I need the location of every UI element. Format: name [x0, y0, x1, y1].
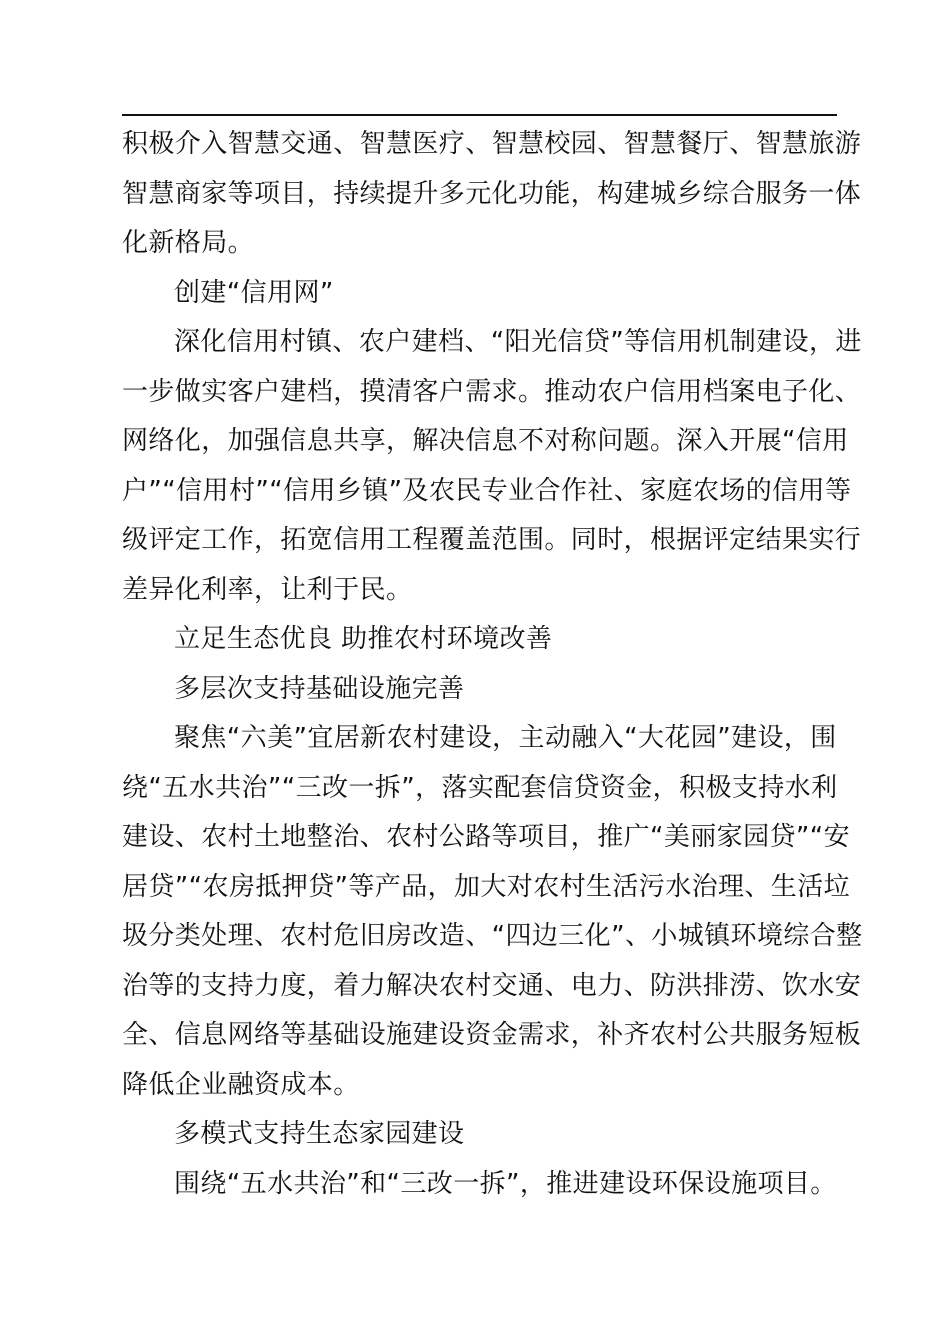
header-rule — [122, 114, 837, 116]
text-line: 化新格局。 — [122, 228, 255, 258]
text-line: 积极介入智慧交通、智慧医疗、智慧校园、智慧餐厅、智慧旅游 — [122, 129, 862, 159]
section-heading: 多层次支持基础设施完善 — [174, 673, 465, 704]
text-line: 级评定工作，拓宽信用工程覆盖范围。同时，根据评定结果实行 — [122, 525, 862, 555]
text-line: 绕“五水共治”“三改一拆”，落实配套信贷资金，积极支持水利 — [122, 772, 838, 803]
text-line: 一步做实客户建档，摸清客户需求。推动农户信用档案电子化、 — [122, 376, 862, 407]
text-line: 降低企业融资成本。 — [122, 1069, 360, 1100]
text-line: 差异化利率，让利于民。 — [122, 574, 413, 605]
text-line: 聚焦“六美”宜居新农村建设，主动融入“大花园”建设，围 — [174, 723, 837, 753]
text-line: 网络化，加强信息共享，解决信息不对称问题。深入开展“信用 — [122, 426, 849, 456]
document-body — [122, 120, 863, 1209]
text-line: 圾分类处理、农村危旧房改造、“四边三化”、小城镇环境综合整 — [122, 921, 863, 951]
section-heading: 立足生态优良 助推农村环境改善 — [174, 624, 553, 654]
text-line: 居贷”“农房抵押贷”等产品，加大对农村生活污水治理、生活垃 — [122, 871, 851, 902]
text-line: 全、信息网络等基础设施建设资金需求，补齐农村公共服务短板 — [122, 1020, 862, 1050]
text-line: 户”“信用村”“信用乡镇”及农民专业合作社、家庭农场的信用等 — [122, 475, 852, 506]
text-line: 智慧商家等项目，持续提升多元化功能，构建城乡综合服务一体 — [122, 178, 862, 209]
text-line: 建设、农村土地整治、农村公路等项目，推广“美丽家园贷”“安 — [122, 822, 851, 852]
section-heading: 创建“信用网” — [174, 277, 334, 308]
text-line: 深化信用村镇、农户建档、“阳光信贷”等信用机制建设，进 — [174, 327, 862, 357]
section-heading: 多模式支持生态家园建设 — [174, 1119, 465, 1149]
text-line: 围绕“五水共治”和“三改一拆”，推进建设环保设施项目。 — [174, 1168, 837, 1199]
text-line: 治等的支持力度，着力解决农村交通、电力、防洪排涝、饮水安 — [122, 970, 862, 1001]
